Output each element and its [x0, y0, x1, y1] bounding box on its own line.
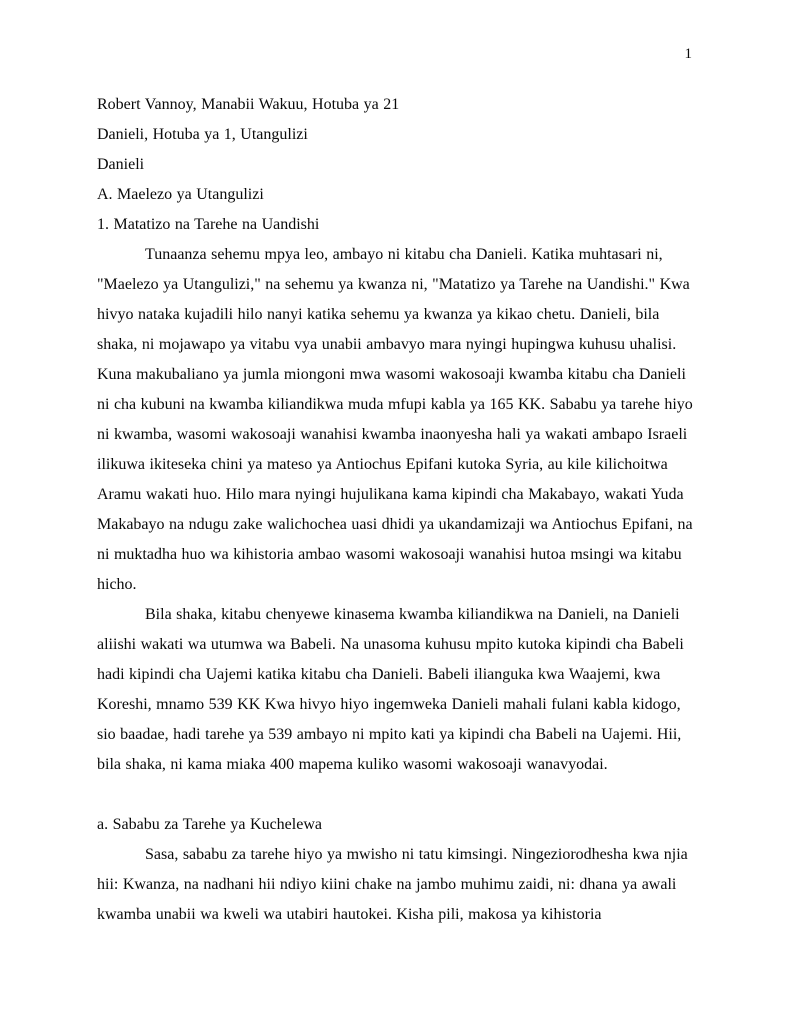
heading-subsection-1: 1. Matatizo na Tarehe na Uandishi: [97, 216, 320, 233]
meta-line-author-course: Robert Vannoy, Manabii Wakuu, Hotuba ya 21: [97, 96, 400, 113]
paragraph-1: Tunaanza sehemu mpya leo, ambayo ni kitabu cha Danieli. Katika muhtasari ni, "Maelezo ya Utangulizi," na sehemu ya kwanza ni, "Matatizo ya Tarehe na Uandishi." Kwa hivyo nataka kujadili hilo nanyi katika sehemu ya kwanza ya kikao chetu. Danieli, bila shaka, ni mojawapo ya vitabu vya unabii ambavyo mara nyingi hupingwa kuhusu uhalisi. Kuna makubaliano ya jumla miongoni mwa wasomi wakosoaji kwamba kitabu cha Danieli ni cha kubuni na kwamba kiliandikwa muda mfupi kabla ya 165 KK. Sababu ya tarehe hiyo ni kwamba, wasomi wakosoaji wanahisi kwamba inaonyesha hali ya wakati ambapo Israeli ilikuwa ikiteseka chini ya mateso ya Antiochus Epifani kutoka Syria, au kile kilichoitwa Aramu wakati huo. Hilo mara nyingi hujulikana kama kipindi cha Makabayo, wakati Yuda Makabayo na ndugu zake walichochea uasi dhidi ya ukandamizaji wa Antiochus Epifani, na ni muktadha huo wa kihistoria ambao wasomi wakosoaji wanahisi hutoa msingi wa kitabu hicho.: [97, 246, 693, 593]
meta-line-lecture-title: Danieli, Hotuba ya 1, Utangulizi: [97, 126, 308, 143]
page-number: 1: [684, 46, 692, 62]
meta-line-book-title: Danieli: [97, 156, 145, 173]
heading-section-a: A. Maelezo ya Utangulizi: [97, 186, 264, 203]
heading-subsection-a: a. Sababu za Tarehe ya Kuchelewa: [97, 816, 322, 833]
document-content: [97, 90, 698, 930]
paragraph-2: Bila shaka, kitabu chenyewe kinasema kwamba kiliandikwa na Danieli, na Danieli aliishi wakati wa utumwa wa Babeli. Na unasoma kuhusu mpito kutoka kipindi cha Babeli hadi kipindi cha Uajemi katika kitabu cha Danieli. Babeli ilianguka kwa Waajemi, kwa Koreshi, mnamo 539 KK Kwa hivyo hiyo ingemweka Danieli mahali fulani kabla kidogo, sio baadae, hadi tarehe ya 539 ambayo ni mpito kati ya kipindi cha Babeli na Uajemi. Hii, bila shaka, ni kama miaka 400 mapema kuliko wasomi wakosoaji wanavyodai.: [97, 606, 684, 773]
paragraph-3: Sasa, sababu za tarehe hiyo ya mwisho ni tatu kimsingi. Ningeziorodhesha kwa njia hii: Kwanza, na nadhani hii ndiyo kiini chake na jambo muhimu zaidi, ni: dhana ya awali kwamba unabii wa kweli wa utabiri hautokei. Kisha pili, makosa ya kihistoria: [97, 846, 688, 923]
